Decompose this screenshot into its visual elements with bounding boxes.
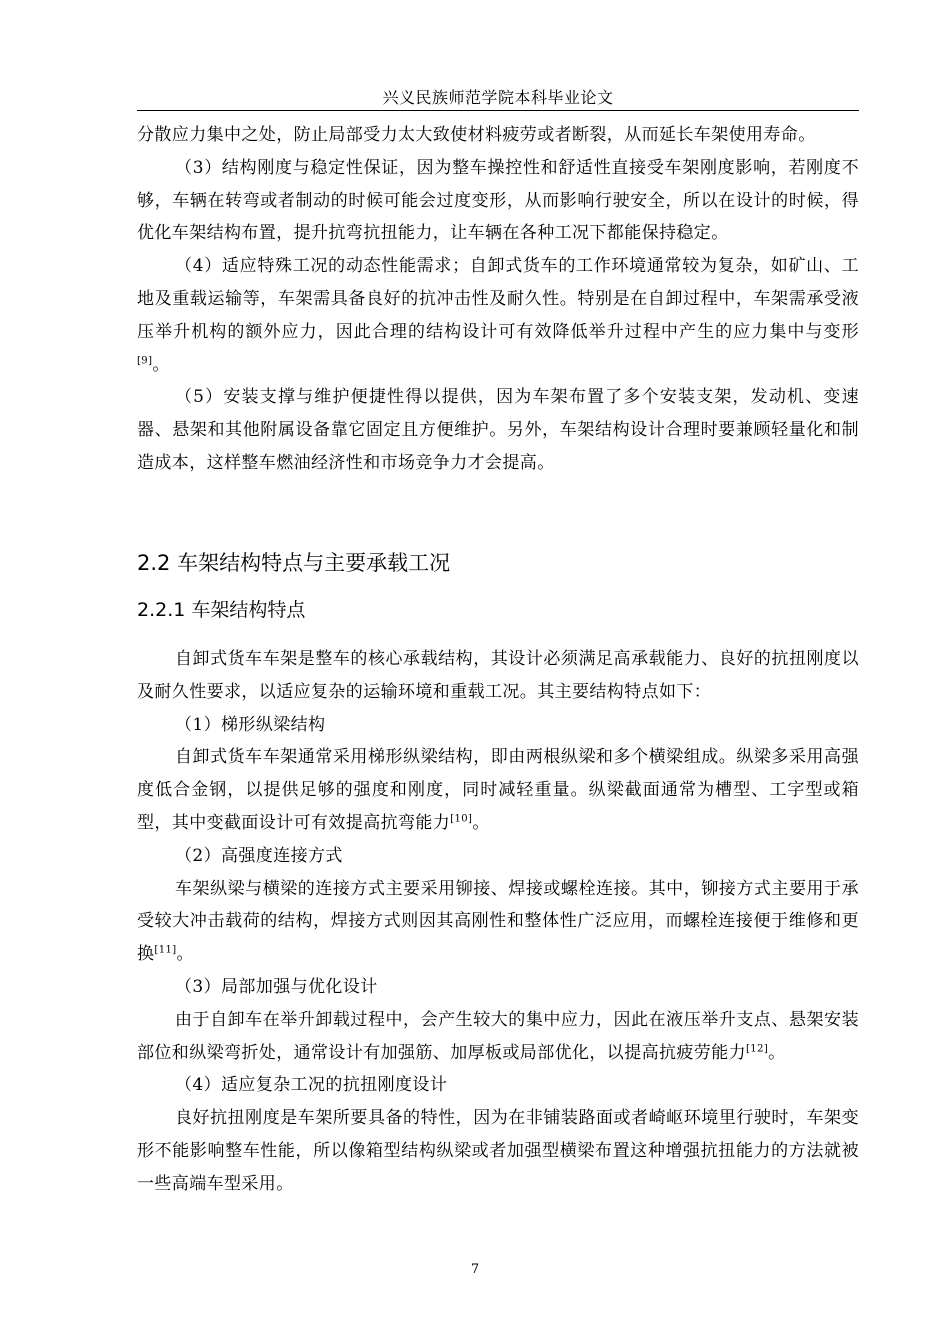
paragraph-end: 。	[768, 1042, 786, 1063]
paragraph-end: 。	[472, 812, 490, 833]
section-heading: 2.2 车架结构特点与主要承载工况	[137, 551, 451, 575]
paragraph-item-5: （5）安装支撑与维护便捷性得以提供，因为车架布置了多个安装支架，发动机、变速器、悬架和其他附属设备靠它固定且方便维护。另外，车架结构设计合理时要兼顾轻量化和制造成本，这样整车燃油经济性和市场竞争力才会提高。	[137, 387, 859, 473]
paragraph-text: （4）适应特殊工况的动态性能需求；自卸式货车的工作环境通常较为复杂，如矿山、工地及重载运输等，车架需具备良好的抗冲击性及耐久性。特别是在自卸过程中，车架需承受液压举升机构的额外应力，因此合理的结构设计可有效降低举升过程中产生的应力集中与变形	[137, 256, 859, 342]
paragraph-text: 车架纵梁与横梁的连接方式主要采用铆接、焊接或螺栓连接。其中，铆接方式主要用于承受较大冲击载荷的结构，焊接方式则因其高刚性和整体性广泛应用，而螺栓连接便于维修和更换	[137, 878, 859, 965]
item-body-3	[137, 1004, 859, 1070]
item-body-4: 良好抗扭刚度是车架所要具备的特性，因为在非铺装路面或者崎岖环境里行驶时，车架变形不能影响整车性能，所以像箱型结构纵梁或者加强型横梁布置这种增强抗扭能力的方法就被一些高端车型采用。	[137, 1108, 859, 1194]
citation-ref: [11]	[154, 944, 177, 956]
body-block-1	[137, 119, 859, 480]
paragraph-text: 由于自卸车在举升卸载过程中，会产生较大的集中应力，因此在液压举升支点、悬架安装部位和纵梁弯折处，通常设计有加强筋、加厚板或局部优化，以提高抗疲劳能力	[137, 1009, 859, 1063]
paragraph-continued: 分散应力集中之处，防止局部受力太大致使材料疲劳或者断裂，从而延长车架使用寿命。	[137, 125, 816, 145]
item-body-2	[137, 873, 859, 971]
citation-ref: [9]	[137, 354, 153, 366]
item-title-1: （1）梯形纵梁结构	[175, 714, 326, 735]
item-title-3: （3）局部加强与优化设计	[175, 976, 378, 997]
paragraph-item-3: （3）结构刚度与稳定性保证，因为整车操控性和舒适性直接受车架刚度影响，若刚度不够，车辆在转弯或者制动的时候可能会过度变形，从而影响行驶安全，所以在设计的时候，得优化车架结构布置，提升抗弯抗扭能力，让车辆在各种工况下都能保持稳定。	[137, 157, 859, 244]
citation-ref: [12]	[746, 1042, 769, 1054]
running-header: 兴义民族师范学院本科毕业论文	[382, 88, 614, 107]
item-body-1	[137, 741, 859, 839]
paragraph-text: 自卸式货车车架通常采用梯形纵梁结构，即由两根纵梁和多个横梁组成。纵梁多采用高强度低合金钢，以提供足够的强度和刚度，同时减轻重量。纵梁截面通常为槽型、工字型或箱型，其中变截面设计可有效提高抗弯能力	[137, 747, 859, 833]
item-title-2: （2）高强度连接方式	[175, 845, 343, 866]
item-title-4: （4）适应复杂工况的抗扭刚度设计	[175, 1075, 448, 1096]
paragraph-item-4	[137, 250, 859, 381]
subsection-heading: 2.2.1 车架结构特点	[137, 599, 306, 621]
header-rule	[137, 110, 859, 111]
citation-ref: [10]	[450, 813, 473, 825]
paragraph-intro: 自卸式货车车架是整车的核心承载结构，其设计必须满足高承载能力、良好的抗扭刚度以及耐久性要求，以适应复杂的运输环境和重载工况。其主要结构特点如下：	[137, 649, 859, 702]
body-block-2	[137, 643, 859, 1201]
page-number: 7	[470, 1262, 480, 1277]
paragraph-end: 。	[152, 354, 170, 375]
paragraph-end: 。	[176, 944, 194, 965]
